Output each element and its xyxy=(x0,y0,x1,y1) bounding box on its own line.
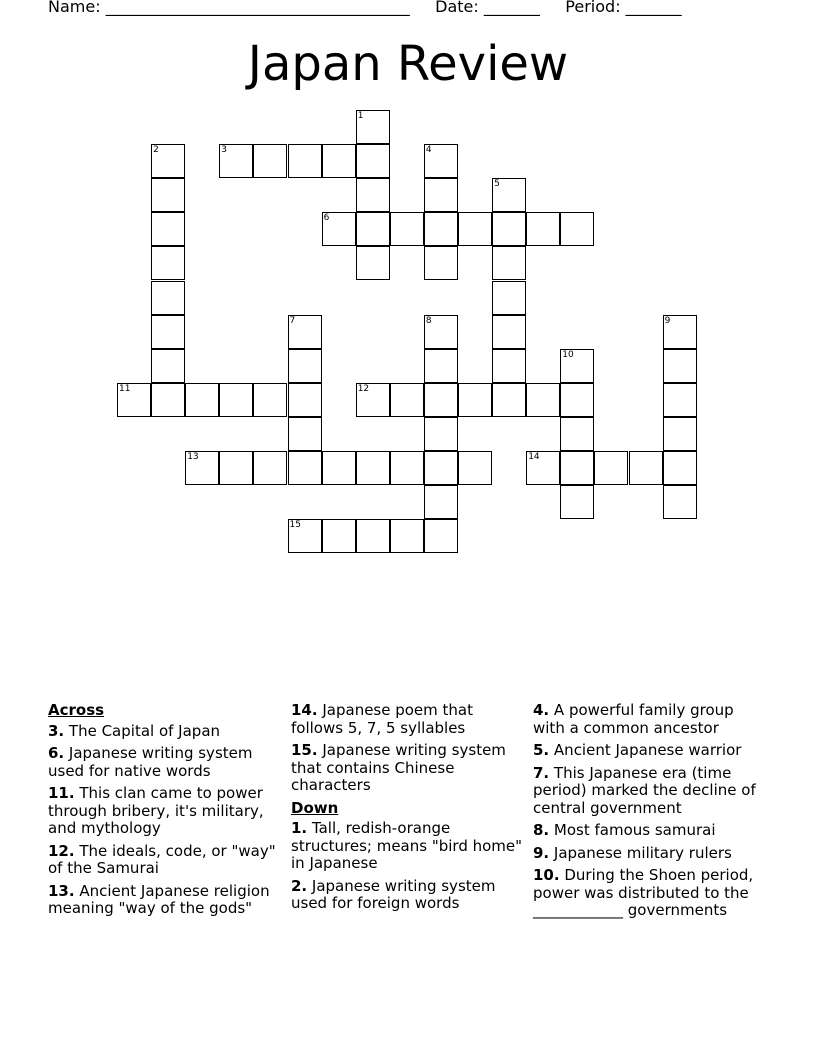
grid-cell[interactable] xyxy=(560,349,594,383)
grid-cell[interactable] xyxy=(560,212,594,246)
cell-number: 14 xyxy=(528,452,540,462)
grid-cell[interactable] xyxy=(594,451,628,485)
grid-cell[interactable] xyxy=(526,212,560,246)
across-heading: Across xyxy=(48,701,105,719)
clue-across-12: 12. The ideals, code, or "way" of the Samurai xyxy=(48,841,276,877)
grid-cell[interactable] xyxy=(526,383,560,417)
grid-cell[interactable] xyxy=(560,451,594,485)
grid-cell[interactable] xyxy=(185,383,219,417)
grid-cell[interactable] xyxy=(663,315,697,349)
clue-down-5: 5. Ancient Japanese warrior xyxy=(533,741,742,759)
clue-across-15: 15. Japanese writing system that contains Chinese characters xyxy=(291,741,506,794)
grid-cell[interactable] xyxy=(560,485,594,519)
clue-down-7: 7. This Japanese era (time period) marked the decline of central government xyxy=(533,763,756,817)
grid-cell[interactable] xyxy=(151,349,185,383)
grid-cell[interactable] xyxy=(219,144,253,178)
grid-cell[interactable] xyxy=(424,451,458,485)
grid-cell[interactable] xyxy=(288,519,322,553)
grid-cell[interactable] xyxy=(288,144,322,178)
grid-cell[interactable] xyxy=(219,383,253,417)
cell-number: 15 xyxy=(289,520,301,531)
clue-across-11: 11. This clan came to power through bribery, it's military, and mythology xyxy=(48,784,264,837)
grid-cell[interactable] xyxy=(424,519,458,553)
grid-cell[interactable] xyxy=(288,383,322,417)
cell-number: 12 xyxy=(357,383,370,394)
down-heading: Down xyxy=(291,798,339,817)
clue-column-3 xyxy=(533,702,763,925)
grid-cell[interactable] xyxy=(288,417,322,451)
grid-cell[interactable] xyxy=(117,383,151,417)
grid-cell[interactable] xyxy=(322,144,356,178)
date-blank[interactable]: _______ xyxy=(483,0,540,16)
grid-cell[interactable] xyxy=(151,315,185,349)
grid-cell[interactable] xyxy=(356,519,390,553)
grid-cell[interactable] xyxy=(356,212,390,246)
grid-cell[interactable] xyxy=(492,212,526,246)
grid-cell[interactable] xyxy=(253,451,287,485)
grid-cell[interactable] xyxy=(356,178,390,212)
grid-cell[interactable] xyxy=(424,383,458,417)
grid-cell[interactable] xyxy=(424,417,458,451)
cell-number: 4 xyxy=(425,145,432,156)
cell-number: 11 xyxy=(119,383,131,394)
grid-cell[interactable] xyxy=(356,110,390,144)
clue-column-1 xyxy=(48,702,286,923)
grid-cell[interactable] xyxy=(151,383,185,417)
name-label: Name: xyxy=(48,0,101,16)
grid-cell[interactable] xyxy=(390,451,424,485)
grid-cell[interactable] xyxy=(492,315,526,349)
cell-number: 10 xyxy=(562,349,574,360)
clue-down-4: 4. A powerful family group with a common ancestor xyxy=(533,701,734,737)
page-title: Japan Review xyxy=(247,36,569,92)
name-blank[interactable]: ______________________________________ xyxy=(105,0,410,16)
cell-number: 7 xyxy=(289,315,296,326)
grid-cell[interactable] xyxy=(424,144,458,178)
grid-cell[interactable] xyxy=(151,144,185,178)
grid-cell[interactable] xyxy=(151,246,185,280)
grid-cell[interactable] xyxy=(424,349,458,383)
grid-cell[interactable] xyxy=(356,246,390,280)
period-blank[interactable]: _______ xyxy=(625,0,682,16)
clue-down-10: 10. During the Shoen period, power was distributed to the ____________ governments xyxy=(533,866,754,919)
grid-cell[interactable] xyxy=(424,315,458,349)
grid-cell[interactable] xyxy=(151,281,185,315)
grid-cell[interactable] xyxy=(492,383,526,417)
grid-cell[interactable] xyxy=(560,417,594,451)
grid-cell[interactable] xyxy=(492,281,526,315)
clue-down-1: 1. Tall, redish-orange structures; means "bird home" in Japanese xyxy=(291,819,523,872)
grid-cell[interactable] xyxy=(151,212,185,246)
grid-cell[interactable] xyxy=(288,349,322,383)
cell-number: 2 xyxy=(153,145,159,156)
grid-cell[interactable] xyxy=(663,349,697,383)
grid-cell[interactable] xyxy=(458,383,492,417)
clue-down-8: 8. Most famous samurai xyxy=(533,821,716,839)
clue-column-2 xyxy=(291,702,527,918)
clue-across-14: 14. Japanese poem that follows 5, 7, 5 syllables xyxy=(291,701,474,737)
grid-cell[interactable] xyxy=(288,451,322,485)
cell-number: 8 xyxy=(425,315,432,326)
grid-cell[interactable] xyxy=(663,417,697,451)
grid-cell[interactable] xyxy=(322,212,356,246)
grid-cell[interactable] xyxy=(424,485,458,519)
clue-down-9: 9. Japanese military rulers xyxy=(533,843,732,862)
cell-number: 3 xyxy=(221,145,228,156)
grid-cell[interactable] xyxy=(253,144,287,178)
grid-cell[interactable] xyxy=(424,246,458,280)
grid-cell[interactable] xyxy=(424,212,458,246)
grid-cell[interactable] xyxy=(390,212,424,246)
grid-cell[interactable] xyxy=(663,383,697,417)
grid-cell[interactable] xyxy=(356,451,390,485)
grid-cell[interactable] xyxy=(526,451,560,485)
cell-number: 6 xyxy=(323,213,330,224)
date-label: Date: xyxy=(435,0,479,16)
clue-across-3: 3. The Capital of Japan xyxy=(48,721,221,740)
grid-cell[interactable] xyxy=(458,451,492,485)
grid-cell[interactable] xyxy=(424,178,458,212)
grid-cell[interactable] xyxy=(629,451,663,485)
cell-number: 9 xyxy=(664,315,671,326)
grid-cell[interactable] xyxy=(322,451,356,485)
cell-number: 13 xyxy=(187,452,199,462)
grid-cell[interactable] xyxy=(492,178,526,212)
grid-cell[interactable] xyxy=(560,383,594,417)
cell-number: 5 xyxy=(494,179,500,190)
grid-cell[interactable] xyxy=(390,519,424,553)
grid-cell[interactable] xyxy=(663,451,697,485)
clue-down-2: 2. Japanese writing system used for foreign words xyxy=(291,876,496,912)
grid-cell[interactable] xyxy=(322,519,356,553)
grid-cell[interactable] xyxy=(185,451,219,485)
grid-cell[interactable] xyxy=(458,212,492,246)
clue-across-6: 6. Japanese writing system used for native words xyxy=(48,744,253,780)
cell-number: 1 xyxy=(357,111,364,121)
grid-cell[interactable] xyxy=(253,383,287,417)
grid-cell[interactable] xyxy=(390,383,424,417)
clue-across-13: 13. Ancient Japanese religion meaning "way of the gods" xyxy=(48,881,270,917)
period-label: Period: xyxy=(565,0,621,16)
grid-cell[interactable] xyxy=(356,383,390,417)
grid-cell[interactable] xyxy=(219,451,253,485)
grid-cell[interactable] xyxy=(151,178,185,212)
grid-cell[interactable] xyxy=(356,144,390,178)
grid-cell[interactable] xyxy=(663,485,697,519)
grid-cell[interactable] xyxy=(492,246,526,280)
grid-cell[interactable] xyxy=(288,315,322,349)
grid-cell[interactable] xyxy=(492,349,526,383)
